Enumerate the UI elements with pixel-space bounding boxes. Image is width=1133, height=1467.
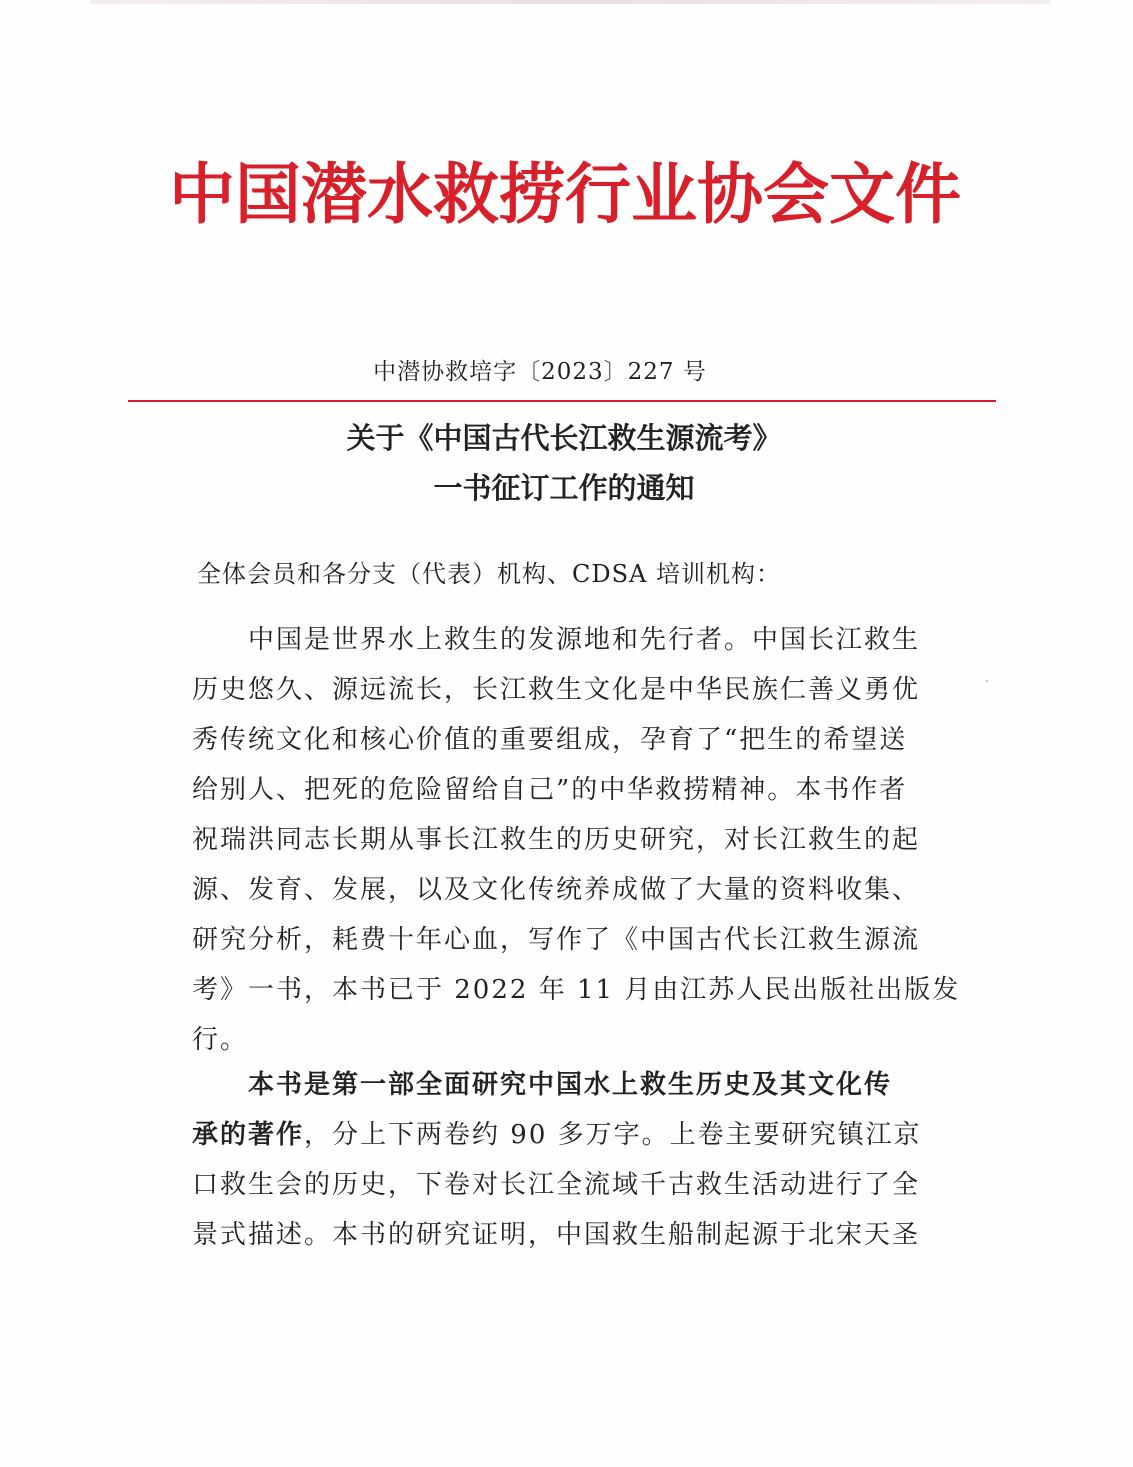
paragraph-1-line: 行。 xyxy=(192,1025,249,1055)
scan-top-edge xyxy=(90,0,1050,4)
paragraph-2-line xyxy=(192,1060,902,1110)
paragraph-2-text: 口救生会的历史，下卷对长江全流域千古救生活动进行了全 xyxy=(192,1170,921,1200)
paragraph-2-bold-text: 本书是第一部全面研究中国水上救生历史及其文化传 xyxy=(192,1070,893,1100)
paragraph-2-text: ，分上下两卷约 90 多万字。上卷主要研究镇江京 xyxy=(304,1120,922,1150)
paragraph-2-bold-text: 承的著作 xyxy=(192,1120,305,1150)
paragraph-1-line: 祝瑞洪同志长期从事长江救生的历史研究，对长江救生的起 xyxy=(192,825,921,855)
paragraph-1 xyxy=(192,615,961,1065)
paragraph-1-line: 历史悠久、源远流长，长江救生文化是中华民族仁善义勇优 xyxy=(192,675,921,705)
salutation: 全体会员和各分支（代表）机构、CDSA 培训机构： xyxy=(197,560,782,588)
document-masthead: 中国潜水救捞行业协会文件 xyxy=(169,156,961,233)
paragraph-1-line: 秀传统文化和核心价值的重要组成，孕育了“把生的希望送 xyxy=(192,725,908,755)
paragraph-1-line: 中国是世界水上救生的发源地和先行者。中国长江救生 xyxy=(192,625,921,655)
notice-title xyxy=(130,413,998,513)
notice-title-line-2: 一书征订工作的通知 xyxy=(433,471,695,505)
paragraph-2-text: 景式描述。本书的研究证明，中国救生船制起源于北宋天圣 xyxy=(192,1220,921,1250)
paragraph-2-line xyxy=(192,1160,921,1210)
notice-title-line-1: 关于《中国古代长江救生源流考》 xyxy=(346,421,782,455)
paragraph-2-line xyxy=(192,1210,921,1260)
scan-speck xyxy=(986,680,988,682)
paragraph-2 xyxy=(192,1060,922,1260)
paragraph-1-line: 给别人、把死的危险留给自己”的中华救捞精神。本书作者 xyxy=(192,775,908,805)
paragraph-2-line xyxy=(192,1110,922,1160)
paragraph-1-line: 源、发育、发展，以及文化传统养成做了大量的资料收集、 xyxy=(192,875,921,905)
paragraph-1-line: 考》一书，本书已于 2022 年 11 月由江苏人民出版社出版发 xyxy=(192,975,961,1005)
document-number: 中潜协救培字〔2023〕227 号 xyxy=(373,359,707,385)
paragraph-1-line: 研究分析，耗费十年心血，写作了《中国古代长江救生源流 xyxy=(192,925,921,955)
header-red-rule xyxy=(128,400,996,402)
